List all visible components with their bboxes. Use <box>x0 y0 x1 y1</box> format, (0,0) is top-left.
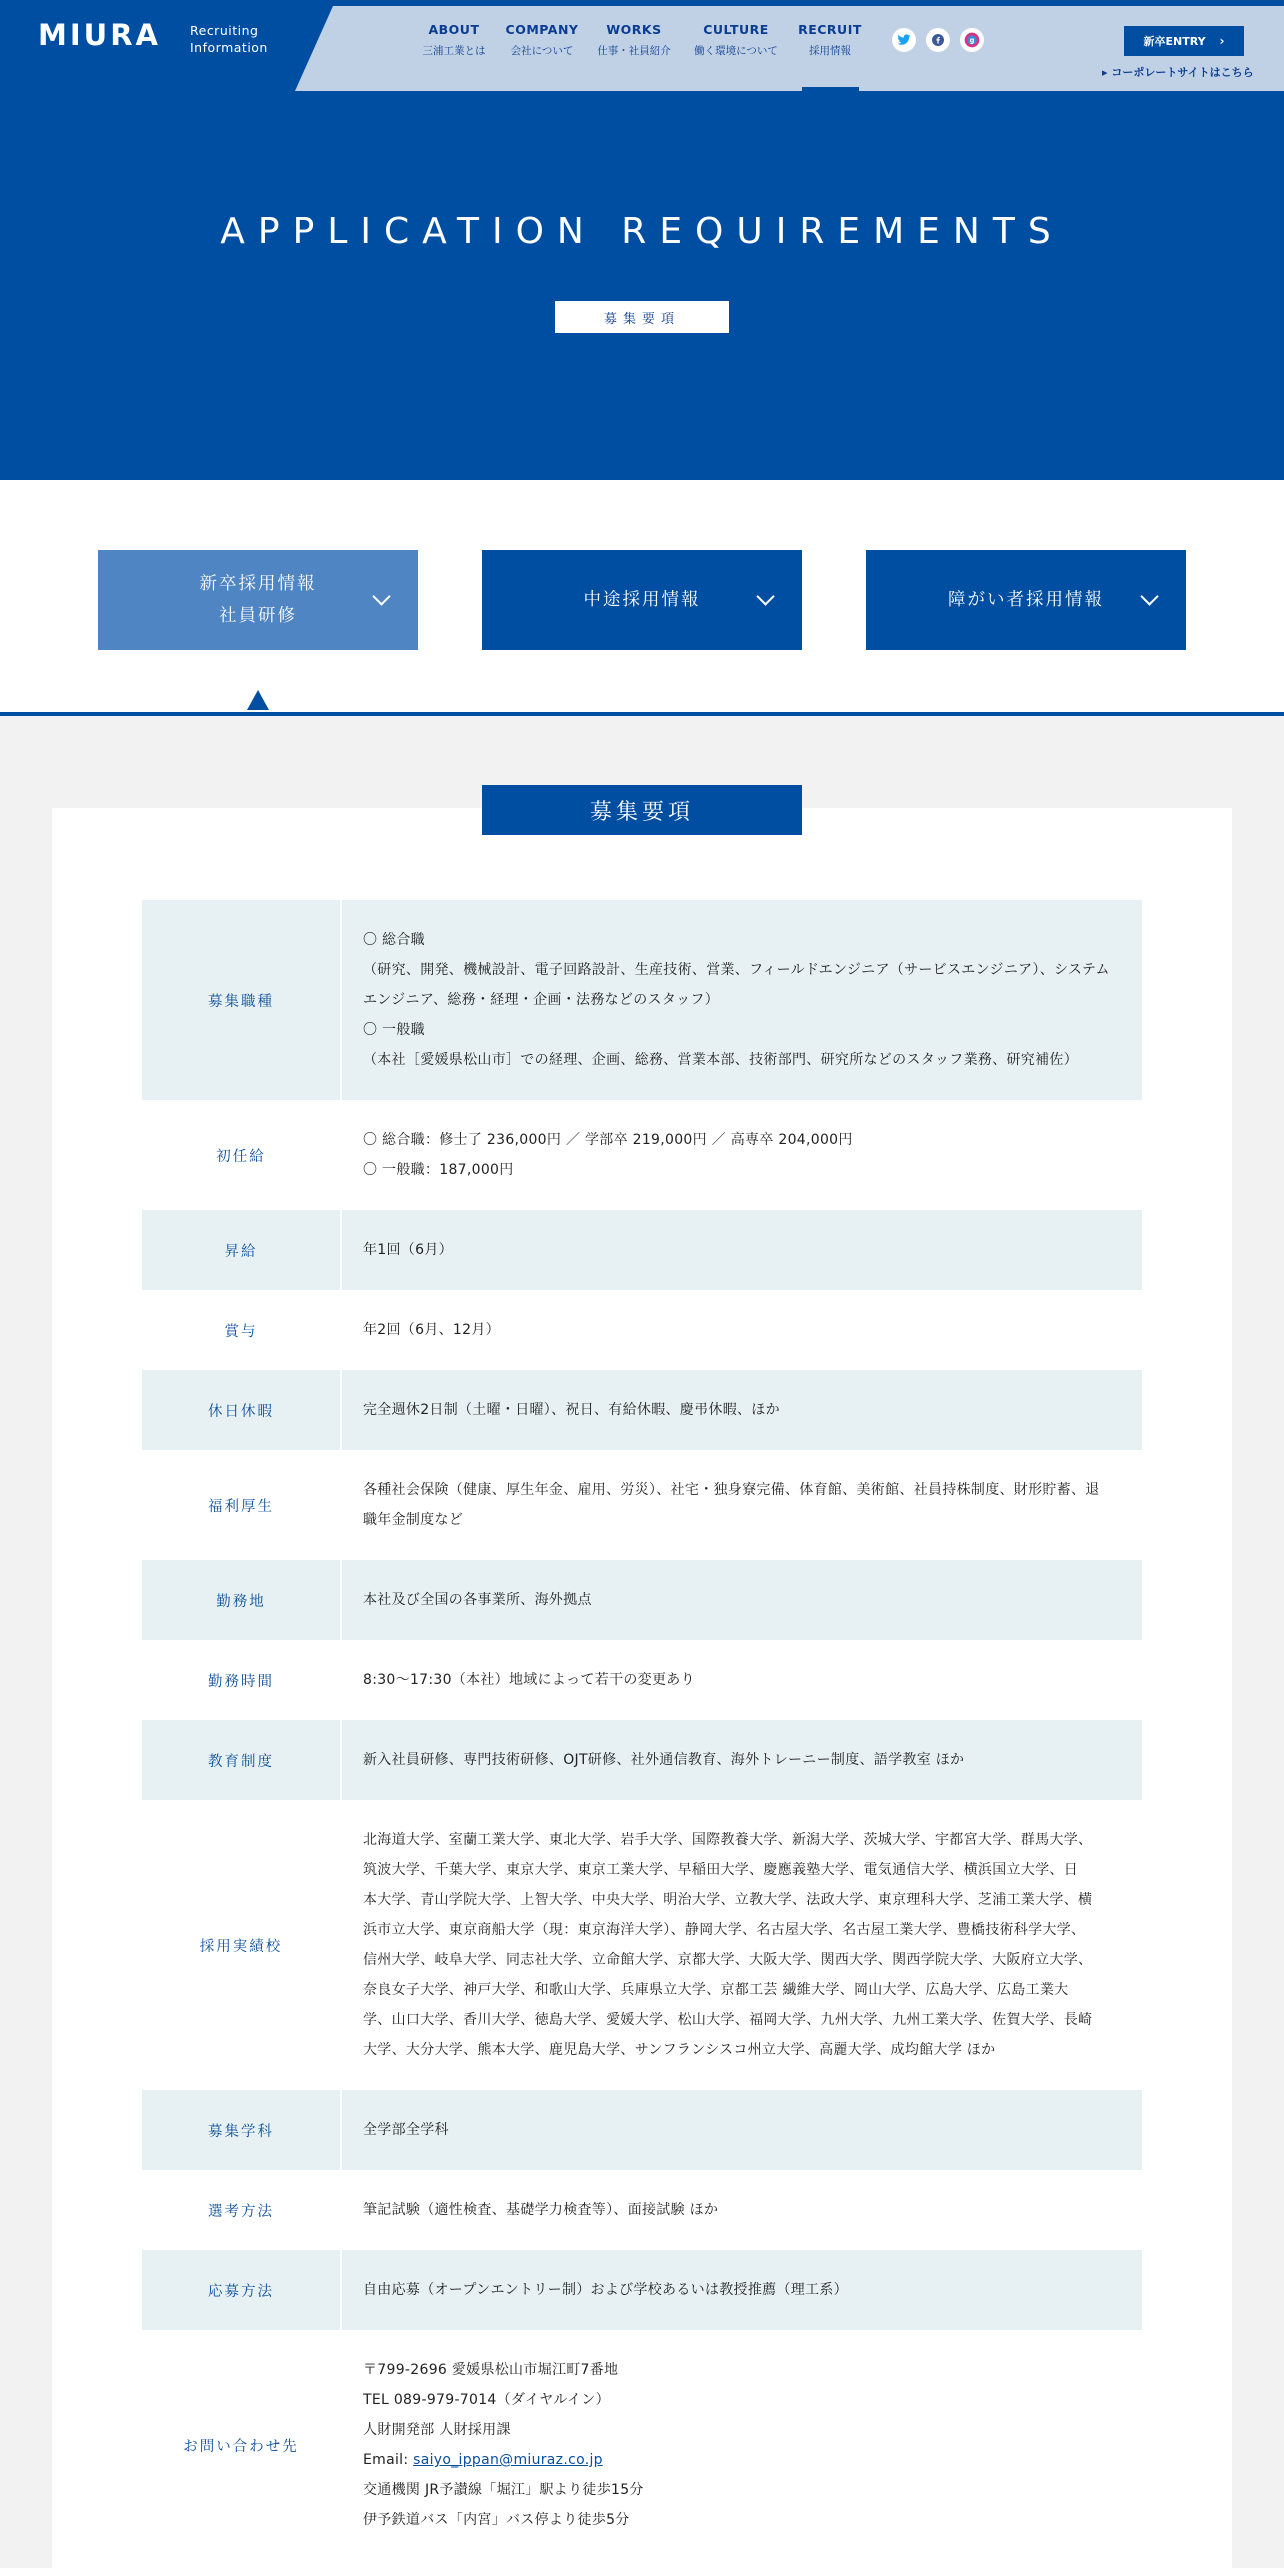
row-text: 年2回（6月、12月） <box>363 1322 500 1338</box>
tabs-divider <box>0 712 1284 716</box>
facebook-icon[interactable] <box>926 28 950 52</box>
sns-icon[interactable] <box>960 28 984 52</box>
row-label: 募集職種 <box>142 900 340 1100</box>
nav-item-company[interactable] <box>504 22 580 58</box>
row-value <box>342 1290 1142 1370</box>
row-label: 昇給 <box>142 1210 340 1290</box>
email-label: Email: <box>363 2452 414 2468</box>
row-text: 本大学、青山学院大学、上智大学、中央大学、明治大学、立教大学、法政大学、東京理科大学、芝浦工業大学、横 <box>363 1892 1093 1908</box>
table-row <box>142 2250 1142 2330</box>
tab-mid-career-label: 中途採用情報 <box>583 590 701 610</box>
nav-culture-sub: 働く環境について <box>694 45 778 57</box>
row-label: 勤務地 <box>142 1560 340 1640</box>
section-title: 募集要項 <box>482 785 802 835</box>
row-text: 学、山口大学、香川大学、徳島大学、愛媛大学、松山大学、福岡大学、九州大学、九州工業大学、佐賀大学、長崎 <box>363 2012 1093 2028</box>
table-row <box>142 2330 1142 2560</box>
hero-banner <box>0 91 1284 480</box>
row-text: 〇 総合職 <box>363 932 425 948</box>
row-value <box>342 1800 1142 2090</box>
row-label: 福利厚生 <box>208 1498 274 1515</box>
tab-disability[interactable] <box>866 550 1186 650</box>
nav-culture-label: CULTURE <box>703 22 769 37</box>
tab-mid-career[interactable] <box>482 550 802 650</box>
nav-recruit-label: RECRUIT <box>798 22 862 37</box>
row-text: 完全週休2日制（土曜・日曜）、祝日、有給休暇、慶弔休暇、ほか <box>363 1402 780 1418</box>
table-row <box>142 1210 1142 1290</box>
row-text: 年1回（6月） <box>363 1242 453 1258</box>
row-text: 〇 一般職 <box>363 1022 425 1038</box>
chevron-down-icon <box>756 587 774 605</box>
table-row <box>142 1290 1142 1370</box>
row-value <box>342 1370 1142 1450</box>
row-label: 賞与 <box>224 1323 258 1340</box>
page-title: APPLICATION REQUIREMENTS <box>220 211 1064 252</box>
row-label: 応募方法 <box>142 2250 340 2330</box>
nav-item-recruit[interactable] <box>798 22 862 58</box>
svg-text:g: g <box>969 36 975 45</box>
entry-button[interactable] <box>1124 26 1244 56</box>
chevron-down-icon <box>1140 587 1158 605</box>
recruit-category-tabs <box>0 480 1284 712</box>
row-label: 選考方法 <box>208 2203 274 2220</box>
nav-item-culture[interactable] <box>688 22 784 58</box>
logo-subtitle-line2: Information <box>190 40 268 55</box>
active-tab-indicator <box>247 690 269 710</box>
row-value <box>342 900 1142 1100</box>
nav-about-label: ABOUT <box>428 22 480 37</box>
tab-new-graduate-line1: 新卒採用情報 <box>199 574 317 594</box>
nav-recruit-sub: 採用情報 <box>809 45 851 57</box>
row-label: 採用実績校 <box>199 1938 283 1955</box>
row-label: 初任給 <box>216 1148 266 1165</box>
table-row <box>142 2170 1142 2250</box>
row-text <box>363 2445 1118 2475</box>
row-text: 〒799-2696 愛媛県松山市堀江町7番地 <box>363 2362 619 2378</box>
row-label: お問い合わせ先 <box>183 2438 299 2455</box>
table-row <box>142 1370 1142 1450</box>
tab-new-graduate-line2: 社員研修 <box>219 606 297 626</box>
row-text: 人財開発部 人財採用課 <box>363 2422 511 2438</box>
row-text: 新入社員研修、専門技術研修、OJT研修、社外通信教育、海外トレーニー制度、語学教室 ほか <box>363 1752 965 1768</box>
row-value <box>342 1100 1142 1210</box>
row-text: （本社［愛媛県松山市］での経理、企画、総務、営業本部、技術部門、研究所などのスタッフ業務、研究補佐） <box>363 1052 1078 1068</box>
row-label: 休日休暇 <box>142 1370 340 1450</box>
tab-disability-label: 障がい者採用情報 <box>948 590 1104 610</box>
row-text: 北海道大学、室蘭工業大学、東北大学、岩手大学、国際教養大学、新潟大学、茨城大学、宇都宮大学、群馬大学、 <box>363 1832 1093 1848</box>
chevron-down-icon <box>372 587 390 605</box>
row-value <box>342 1450 1142 1560</box>
row-text: 職年金制度など <box>363 1512 464 1528</box>
row-value <box>342 1560 1142 1640</box>
nav-item-works[interactable] <box>596 22 672 58</box>
table-row <box>142 1560 1142 1640</box>
table-row <box>142 1450 1142 1560</box>
logo-subtitle <box>190 22 268 56</box>
row-text: 伊予鉄道バス「内宮」バス停より徒歩5分 <box>363 2512 630 2528</box>
table-row <box>142 900 1142 1100</box>
row-value <box>342 1210 1142 1290</box>
row-text: （研究、開発、機械設計、電子回路設計、生産技術、営業、フィールドエンジニア（サービスエンジニア）、システム <box>363 962 1110 978</box>
row-text: 信州大学、岐阜大学、同志社大学、立命館大学、京都大学、大阪大学、関西大学、関西学院大学、大阪府立大学、 <box>363 1952 1093 1968</box>
row-value <box>342 2090 1142 2170</box>
page-subtitle-badge: 募集要項 <box>555 301 729 333</box>
row-text: 〇 総合職：修士了 236,000円 ／ 学部卒 219,000円 ／ 高専卒 204,000円 <box>363 1132 853 1148</box>
row-text: 交通機関 JR予讃線「堀江」駅より徒歩15分 <box>363 2482 644 2498</box>
table-row <box>142 1100 1142 1210</box>
row-text: 〇 一般職：187,000円 <box>363 1162 514 1178</box>
row-value <box>342 1720 1142 1800</box>
table-row <box>142 1640 1142 1720</box>
table-row <box>142 1720 1142 1800</box>
requirements-table <box>142 900 1142 2560</box>
row-label: 募集学科 <box>142 2090 340 2170</box>
row-value <box>342 2170 1142 2250</box>
table-row <box>142 1800 1142 2090</box>
row-value <box>342 1640 1142 1720</box>
row-text: 各種社会保険（健康、厚生年金、雇用、労災）、社宅・独身寮完備、体育館、美術館、社員持株制度、財形貯蓄、退 <box>363 1482 1100 1498</box>
row-label: 勤務時間 <box>208 1673 274 1690</box>
tab-new-graduate[interactable] <box>98 550 418 650</box>
nav-works-label: WORKS <box>606 22 662 37</box>
row-text: 全学部全学科 <box>363 2122 449 2138</box>
row-text: 筆記試験（適性検査、基礎学力検査等）、面接試験 ほか <box>363 2202 719 2218</box>
nav-company-label: COMPANY <box>505 22 579 37</box>
miura-logo[interactable]: MIURA <box>38 18 161 52</box>
logo-subtitle-line1: Recruiting <box>190 23 259 38</box>
row-text: エンジニア、総務・経理・企画・法務などのスタッフ） <box>363 992 720 1008</box>
row-text: 本社及び全国の各事業所、海外拠点 <box>363 1592 592 1608</box>
row-text: 自由応募（オープンエントリー制）および学校あるいは教授推薦（理工系） <box>363 2282 848 2298</box>
corporate-site-link[interactable]: ▸ コーポレートサイトはこちら <box>1102 66 1254 79</box>
row-text: TEL 089-979-7014（ダイヤルイン） <box>363 2392 610 2408</box>
site-header <box>0 0 1284 91</box>
row-text: 大学、大分大学、熊本大学、鹿児島大学、サンフランシスコ州立大学、高麗大学、成均館大学 ほか <box>363 2042 996 2058</box>
email-link[interactable]: saiyo_ippan@miuraz.co.jp <box>413 2452 603 2468</box>
row-text: 8:30～17:30（本社）地域によって若干の変更あり <box>363 1672 695 1688</box>
tab-new-graduate-label <box>200 568 317 632</box>
table-row <box>142 2090 1142 2170</box>
nav-company-sub: 会社について <box>510 45 574 57</box>
row-value <box>342 2250 1142 2330</box>
row-text: 奈良女子大学、神戸大学、和歌山大学、兵庫県立大学、京都工芸 繊維大学、岡山大学、広島大学、広島工業大 <box>363 1982 1069 1998</box>
entry-button-label: 新卒ENTRY <box>1143 35 1206 48</box>
row-text: 浜市立大学、東京商船大学（現：東京海洋大学）、静岡大学、名古屋大学、名古屋工業大学、豊橋技術科学大学、 <box>363 1922 1086 1938</box>
row-value <box>342 2330 1142 2560</box>
nav-about-sub: 三浦工業とは <box>422 45 486 57</box>
twitter-icon[interactable] <box>892 28 916 52</box>
nav-works-sub: 仕事・社員紹介 <box>597 45 671 57</box>
row-text: 筑波大学、千葉大学、東京大学、東京工業大学、早稲田大学、慶應義塾大学、電気通信大学、横浜国立大学、日 <box>363 1862 1078 1878</box>
nav-item-about[interactable] <box>422 22 486 58</box>
row-label: 教育制度 <box>142 1720 340 1800</box>
chevron-right-icon: › <box>1219 34 1225 48</box>
